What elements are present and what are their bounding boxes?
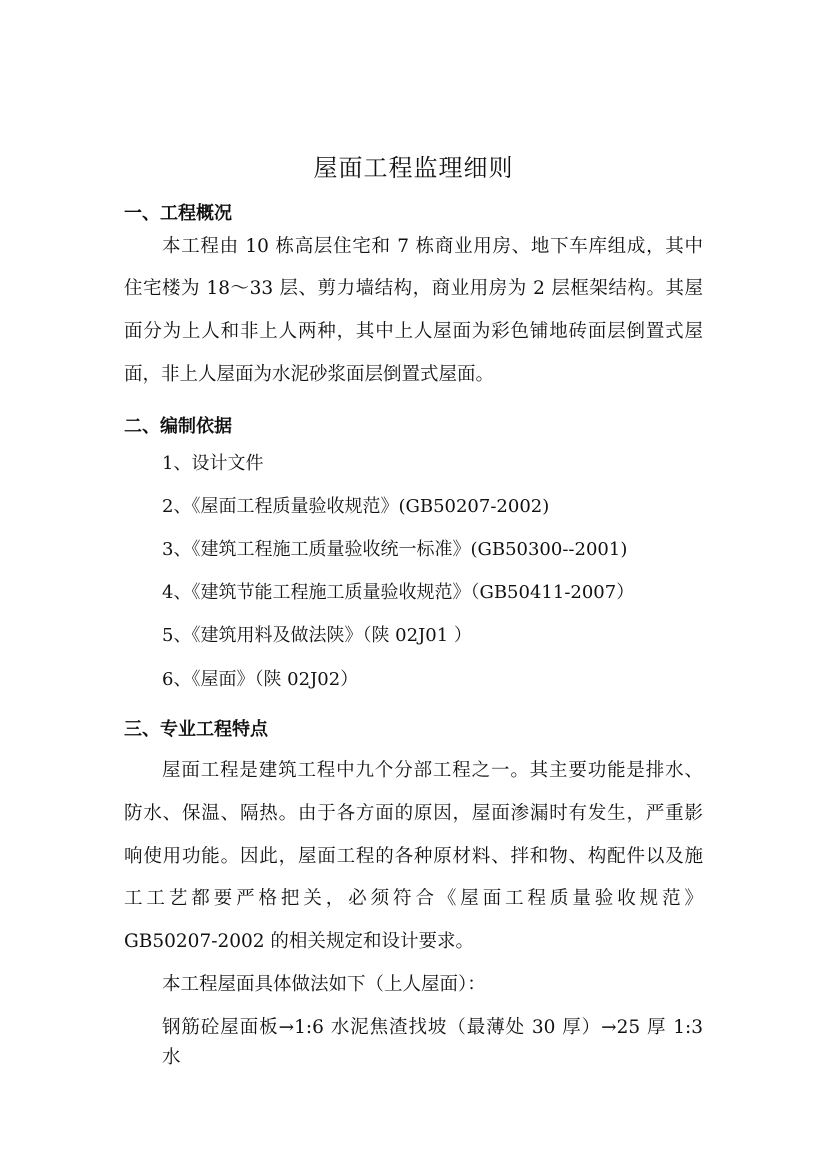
paragraph-line: 面分为上人和非上人两种，其中上人屋面为彩色铺地砖面层倒置式屋 bbox=[124, 321, 703, 342]
paragraph-line: 本工程由 10 栋高层住宅和 7 栋商业用房、地下车库组成，其中 bbox=[162, 236, 703, 257]
practice-intro: 本工程屋面具体做法如下（上人屋面）： bbox=[162, 974, 486, 995]
paragraph-line: 工工艺都要严格把关，必须符合《屋面工程质量验收规范》 bbox=[124, 888, 703, 909]
list-item: 4、《建筑节能工程施工质量验收规范》（GB50411-2007） bbox=[162, 582, 635, 603]
paragraph-line: GB50207-2002 的相关规定和设计要求。 bbox=[124, 931, 474, 952]
section-heading-basis: 二、编制依据 bbox=[124, 416, 232, 437]
section-heading-features: 三、专业工程特点 bbox=[124, 719, 268, 740]
section-heading-overview: 一、工程概况 bbox=[124, 203, 232, 224]
paragraph-line: 屋面工程是建筑工程中九个分部工程之一。其主要功能是排水、 bbox=[162, 760, 703, 781]
practice-line: 钢筋砼屋面板→1:6 水泥焦渣找坡（最薄处 30 厚）→25 厚 1:3 水 bbox=[162, 1017, 703, 1068]
list-item: 1、设计文件 bbox=[162, 453, 264, 474]
paragraph-line: 面，非上人屋面为水泥砂浆面层倒置式屋面。 bbox=[124, 364, 495, 385]
paragraph-line: 响使用功能。因此，屋面工程的各种原材料、拌和物、构配件以及施 bbox=[124, 846, 703, 867]
list-item: 2、《屋面工程质量验收规范》(GB50207-2002) bbox=[162, 496, 550, 517]
list-item: 6、《屋面》（陕 02J02） bbox=[162, 669, 359, 690]
list-item: 3、《建筑工程施工质量验收统一标准》(GB50300--2001) bbox=[162, 539, 628, 560]
paragraph-line: 防水、保温、隔热。由于各方面的原因，屋面渗漏时有发生，严重影 bbox=[124, 803, 703, 824]
list-item: 5、《建筑用料及做法陕》（陕 02J01 ） bbox=[162, 625, 472, 646]
paragraph-line: 住宅楼为 18～33 层、剪力墙结构，商业用房为 2 层框架结构。其屋 bbox=[124, 278, 703, 299]
page-title: 屋面工程监理细则 bbox=[313, 154, 514, 182]
